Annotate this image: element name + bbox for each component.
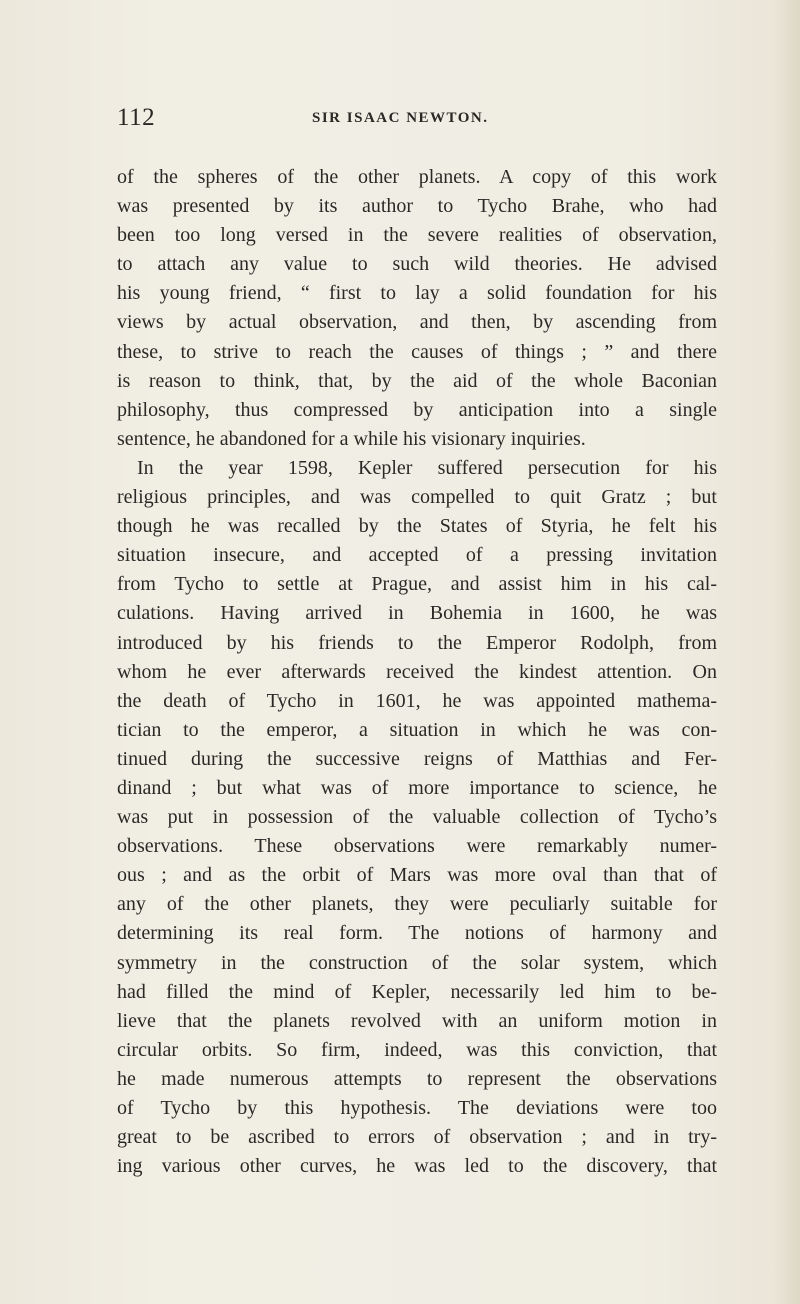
text-line: was presented by its author to Tycho Brahe, who had (117, 195, 717, 218)
text-line: had filled the mind of Kepler, necessarily led him to be- (117, 980, 717, 1003)
text-line: from Tycho to settle at Prague, and assist him in his cal- (117, 573, 717, 596)
text-line: ous ; and as the orbit of Mars was more oval than that of (117, 864, 717, 887)
text-line: In the year 1598, Kepler suffered persecution for his (137, 456, 717, 479)
text-line: is reason to think, that, by the aid of the whole Baconian (117, 369, 717, 392)
text-line: symmetry in the construction of the solar system, which (117, 951, 717, 974)
running-head: SIR ISAAC NEWTON. (312, 110, 489, 126)
text-line: determining its real form. The notions of harmony and (117, 922, 717, 945)
text-line: whom he ever afterwards received the kindest attention. On (117, 660, 717, 683)
page-edge-shadow (774, 0, 800, 1304)
page-number: 112 (117, 104, 156, 131)
text-line: tinued during the successive reigns of Matthias and Fer- (117, 747, 717, 770)
text-line: views by actual observation, and then, by ascending from (117, 311, 717, 334)
text-line: though he was recalled by the States of Styria, he felt his (117, 515, 717, 538)
text-line: dinand ; but what was of more importance to science, he (117, 776, 717, 799)
text-line: been too long versed in the severe realities of observation, (117, 224, 717, 247)
text-line: these, to strive to reach the causes of things ; ” and there (117, 340, 717, 363)
text-line: of Tycho by this hypothesis. The deviations were too (117, 1097, 717, 1119)
text-line: circular orbits. So firm, indeed, was this conviction, that (117, 1038, 717, 1061)
page-header (117, 104, 707, 138)
text-line: of the spheres of the other planets. A copy of this work (117, 166, 717, 188)
text-line: any of the other planets, they were peculiarly suitable for (117, 893, 717, 916)
text-line: philosophy, thus compressed by anticipation into a single (117, 398, 717, 421)
text-line: his young friend, “ first to lay a solid foundation for his (117, 282, 717, 305)
text-line: religious principles, and was compelled to quit Gratz ; but (117, 486, 717, 509)
text-line: lieve that the planets revolved with an uniform motion in (117, 1009, 717, 1032)
text-line: the death of Tycho in 1601, he was appointed mathema- (117, 689, 717, 712)
text-line: observations. These observations were remarkably numer- (117, 835, 717, 858)
text-line: great to be ascribed to errors of observation ; and in try- (117, 1126, 717, 1149)
text-line: ing various other curves, he was led to the discovery, that (117, 1155, 717, 1178)
text-line: culations. Having arrived in Bohemia in 1600, he was (117, 602, 717, 625)
text-line: was put in possession of the valuable collection of Tycho’s (117, 806, 717, 829)
text-line: tician to the emperor, a situation in which he was con- (117, 718, 717, 741)
text-line: situation insecure, and accepted of a pressing invitation (117, 544, 717, 567)
text-line: sentence, he abandoned for a while his visionary inquiries. (117, 427, 586, 450)
text-line: to attach any value to such wild theories. He advised (117, 253, 717, 276)
text-line: introduced by his friends to the Emperor Rodolph, from (117, 631, 717, 654)
body-text (117, 163, 717, 1181)
text-line: he made numerous attempts to represent the observations (117, 1067, 717, 1090)
